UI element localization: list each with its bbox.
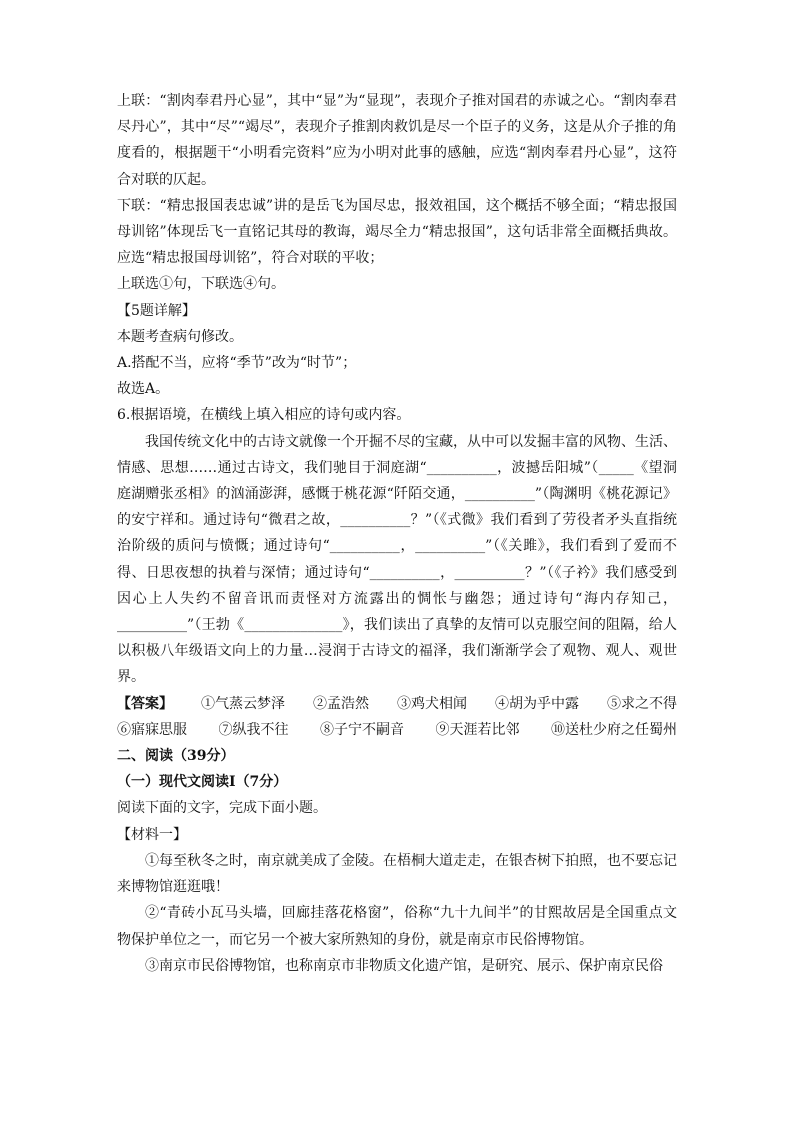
material-paragraph-1: ①每至秋冬之时，南京就美成了金陵。在梧桐大道走走，在银杏树下拍照，也不要忘记来博物馆逛逛哦！	[117, 852, 677, 896]
material-paragraph-2: ②“青砖小瓦马头墙，回廊挂落花格窗”，俗称“九十九间半”的甘熙故居是全国重点文物保护单位之一，而它另一个被大家所熟知的身份，就是南京市民俗博物馆。	[117, 905, 677, 948]
answer-label: 【答案】	[117, 695, 173, 712]
paragraph-conclusion: 上联选①句，下联选④句。	[117, 276, 285, 293]
answer-item: ④胡为乎中露	[495, 695, 579, 712]
answer-item: ⑧子宁不嗣音	[320, 721, 404, 738]
answer-item: ②孟浩然	[313, 695, 369, 712]
material-paragraph-3: ③南京市民俗博物馆，也称南京市非物质文化遗产馆，是研究、展示、保护南京民俗	[145, 957, 663, 974]
section-subtitle: （一）现代文阅读Ⅰ（7分）	[117, 774, 288, 791]
paragraph-choice: 故选A。	[117, 381, 170, 398]
paragraph-couplet-lower: 下联：“精忠报国表忠诚”讲的是岳飞为国尽忠，报效祖国，这个概括不够全面；“精忠报国母训铭”体现岳飞一直铭记其母的教诲，竭尽全力“精忠报国”，这句话非常全面概括典故。应选“精忠报国母训铭”，符合对联的平收；	[117, 197, 677, 267]
material-label: 【材料一】	[117, 826, 187, 843]
question-6-passage: 我国传统文化中的古诗文就像一个开掘不尽的宝藏，从中可以发掘丰富的风物、生活、情感、思想……通过古诗文，我们驰目于洞庭湖“__________，波撼岳阳城”（_____《望洞庭湖赠张丞相》的汹涌澎湃，感慨于桃花源“阡陌交通，__________”（陶渊明《桃花源记》的安宁祥和。通过诗句“微君之故，__________？”（《式微》我们看到了劳役者矛头直指统治阶级的质问与愤慨；通过诗句“__________，__________”（《关雎》，我们看到了爱而不得、日思夜想的执着与深情；通过诗句“__________，__________？”（《子衿》我们感受到因心上人失约不留音讯而责怪对方流露出的惆怅与幽怨；通过诗句“海内存知己，__________”（王勃《______________》，我们读出了真挚的友情可以克服空间的阻隔，给人以积极八年级语文向上的力量…浸润于古诗文的福泽，我们渐渐学会了观物、观人、观世界。	[117, 433, 677, 686]
answer-item: ③鸡犬相闻	[397, 695, 467, 712]
answer-row-2	[117, 717, 677, 743]
question-6-prompt: 6.根据语境，在横线上填入相应的诗句或内容。	[117, 407, 411, 424]
document-page	[117, 88, 677, 979]
answer-row-1	[117, 691, 677, 717]
paragraph-couplet-upper: 上联：“割肉奉君丹心显”，其中“显”为“显现”，表现介子推对国君的赤诚之心。“割肉奉君尽丹心”，其中“尽”“竭尽”，表现介子推割肉救饥是尽一个臣子的义务，这是从介子推的角度看的，根据题干“小明看完资料”应为小明对此事的感触，应选“割肉奉君丹心显”，这符合对联的仄起。	[117, 93, 677, 188]
answer-item: ⑤求之不得	[607, 695, 677, 712]
answer-item: ①气蒸云梦泽	[201, 695, 285, 712]
paragraph-option-a: A.搭配不当，应将“季节”改为“时节”；	[117, 355, 357, 372]
paragraph-topic: 本题考查病句修改。	[117, 328, 243, 345]
section-title: 二、阅读（39分）	[117, 748, 235, 765]
answer-item: ⑩送杜少府之任蜀州	[551, 721, 677, 738]
section-instruction: 阅读下面的文字，完成下面小题。	[117, 800, 327, 817]
answer-item: ⑦纵我不往	[218, 721, 289, 738]
question-5-heading: 【5题详解】	[117, 302, 196, 319]
answer-item: ⑥寤寐思服	[117, 721, 187, 738]
answer-item: ⑨天涯若比邻	[435, 721, 520, 738]
